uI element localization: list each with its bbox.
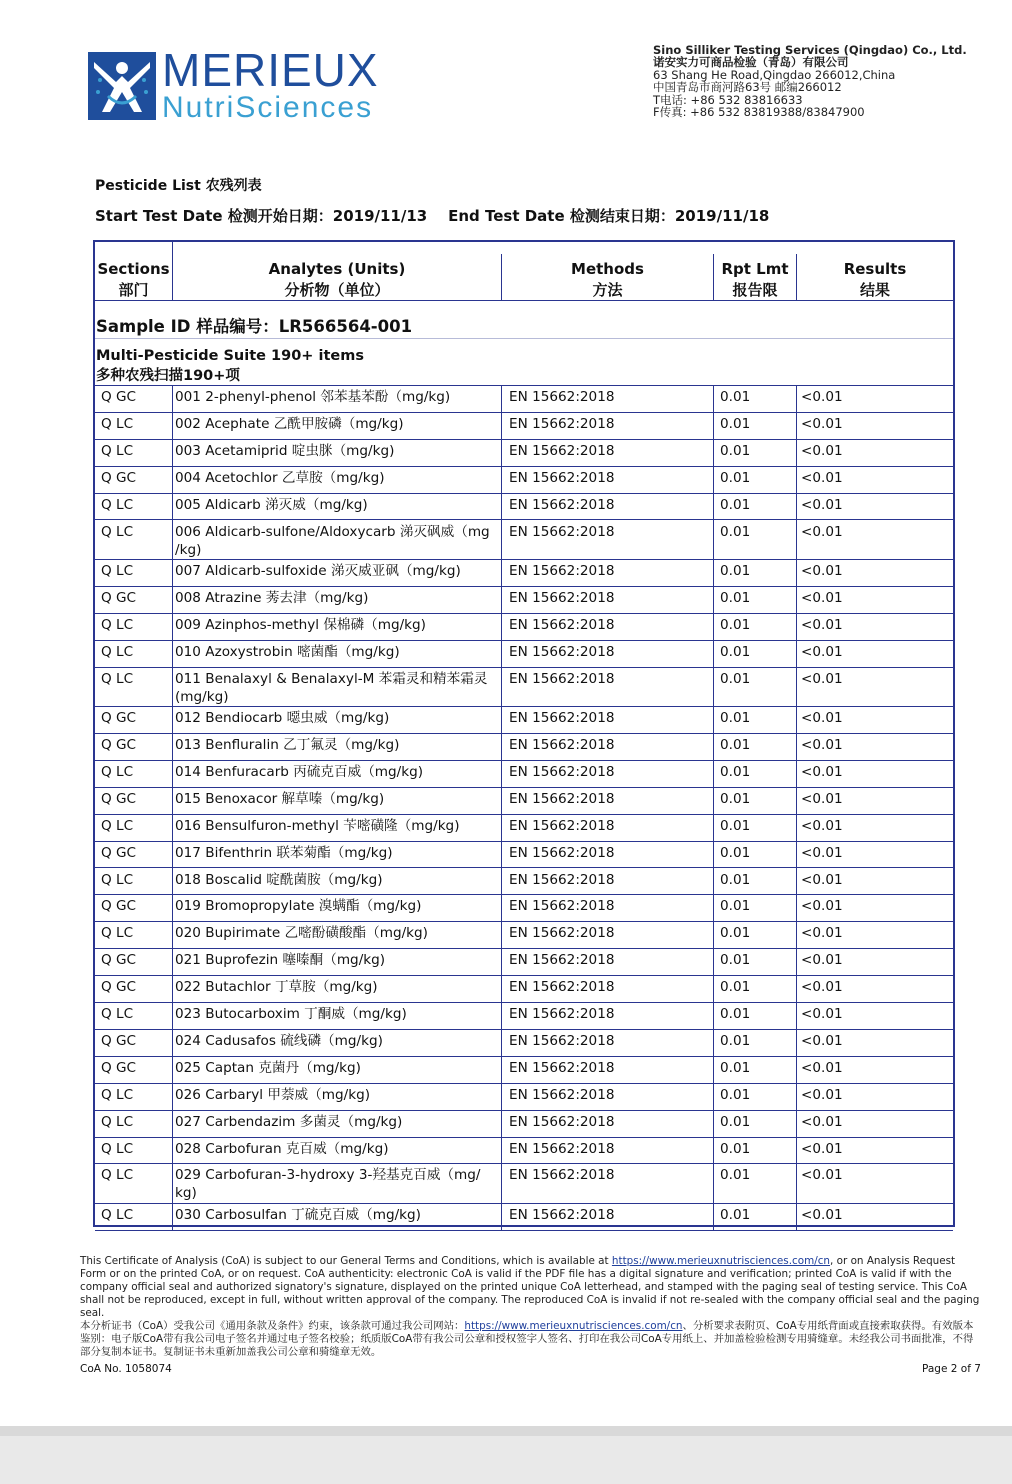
cell-ana: 022 Butachlor 丁草胺（mg/kg) bbox=[175, 979, 378, 996]
cell-met: EN 15662:2018 bbox=[509, 670, 615, 687]
column-divider bbox=[501, 385, 502, 1230]
row-divider bbox=[95, 948, 953, 949]
logo-text-nutrisciences: NutriSciences bbox=[162, 91, 374, 124]
table-row bbox=[0, 667, 1012, 707]
row-divider bbox=[95, 439, 953, 440]
table-row bbox=[0, 439, 1012, 466]
cell-res: <0.01 bbox=[801, 563, 843, 579]
cell-met: EN 15662:2018 bbox=[509, 1086, 615, 1103]
table-row bbox=[0, 493, 1012, 520]
cell-met: EN 15662:2018 bbox=[509, 563, 615, 579]
table-row bbox=[0, 868, 1012, 895]
cell-res: <0.01 bbox=[801, 871, 843, 888]
row-divider bbox=[95, 867, 953, 868]
cell-ana: 020 Bupirimate 乙嘧酚磺酸酯（mg/kg) bbox=[175, 925, 428, 942]
cell-met: EN 15662:2018 bbox=[509, 710, 615, 727]
test-dates bbox=[95, 205, 769, 226]
cell-met: EN 15662:2018 bbox=[509, 763, 615, 780]
cell-res: <0.01 bbox=[801, 952, 843, 969]
row-divider bbox=[95, 1056, 953, 1057]
cell-rpt: 0.01 bbox=[720, 1206, 751, 1223]
cell-sec: Q GC bbox=[101, 389, 137, 405]
cell-met: EN 15662:2018 bbox=[509, 589, 615, 606]
table-row bbox=[0, 1083, 1012, 1110]
cell-rpt: 0.01 bbox=[720, 563, 751, 579]
bottom-band bbox=[0, 1426, 1012, 1484]
cell-rpt: 0.01 bbox=[720, 616, 751, 633]
cell-met: EN 15662:2018 bbox=[509, 1113, 615, 1130]
cell-met: EN 15662:2018 bbox=[509, 952, 615, 969]
cell-ana: 002 Acephate 乙酰甲胺磷（mg/kg) bbox=[175, 415, 404, 432]
table-row bbox=[0, 1203, 1012, 1230]
table-row bbox=[0, 640, 1012, 667]
cell-met: EN 15662:2018 bbox=[509, 1140, 615, 1157]
cell-res: <0.01 bbox=[801, 523, 843, 540]
merieux-figure-icon bbox=[88, 52, 156, 120]
cell-ana: 010 Azoxystrobin 嘧菌酯（mg/kg) bbox=[175, 643, 400, 660]
company-name-en: Sino Silliker Testing Services (Qingdao) Co., Ltd. bbox=[653, 43, 967, 57]
cell-res: <0.01 bbox=[801, 710, 843, 727]
cell-rpt: 0.01 bbox=[720, 1006, 751, 1022]
cell-res: <0.01 bbox=[801, 898, 843, 915]
cell-res: <0.01 bbox=[801, 737, 843, 753]
cell-rpt: 0.01 bbox=[720, 389, 751, 405]
cell-rpt: 0.01 bbox=[720, 1113, 751, 1130]
cell-sec: Q LC bbox=[101, 670, 134, 687]
cell-sec: Q GC bbox=[101, 979, 137, 996]
cell-met: EN 15662:2018 bbox=[509, 925, 615, 942]
cell-ana: 013 Benfluralin 乙丁氟灵（mg/kg) bbox=[175, 737, 400, 753]
cell-sec: Q LC bbox=[101, 1086, 134, 1103]
cell-sec: Q GC bbox=[101, 710, 137, 727]
header-sections: Sections 部门 bbox=[97, 260, 170, 299]
cell-res: <0.01 bbox=[801, 1113, 843, 1130]
terms-link-en[interactable]: https://www.merieuxnutrisciences.com/cn bbox=[611, 1255, 831, 1267]
cell-sec: Q LC bbox=[101, 563, 134, 579]
cell-res: <0.01 bbox=[801, 844, 843, 861]
table-row bbox=[0, 1029, 1012, 1056]
table-row bbox=[0, 385, 1012, 412]
header-rpt-lmt: Rpt Lmt 报告限 bbox=[721, 260, 789, 299]
cell-met: EN 15662:2018 bbox=[509, 643, 615, 660]
cell-ana: 027 Carbendazim 多菌灵（mg/kg) bbox=[175, 1113, 403, 1130]
row-divider bbox=[95, 613, 953, 614]
cell-ana: 012 Bendiocarb 噁虫威（mg/kg) bbox=[175, 710, 390, 727]
cell-res: <0.01 bbox=[801, 442, 843, 459]
cell-res: <0.01 bbox=[801, 979, 843, 996]
cell-res: <0.01 bbox=[801, 763, 843, 780]
row-divider bbox=[95, 1230, 953, 1231]
cell-rpt: 0.01 bbox=[720, 1140, 751, 1157]
company-address-cn: 中国青岛市商河路63号 邮编266012 bbox=[653, 80, 842, 95]
cell-sec: Q LC bbox=[101, 616, 134, 633]
cell-sec: Q LC bbox=[101, 763, 134, 780]
row-divider bbox=[95, 787, 953, 788]
cell-rpt: 0.01 bbox=[720, 442, 751, 459]
row-divider bbox=[95, 412, 953, 413]
cell-ana: 019 Bromopropylate 溴螨酯（mg/kg) bbox=[175, 898, 422, 915]
company-info bbox=[653, 44, 967, 118]
company-address-en: 63 Shang He Road,Qingdao 266012,China bbox=[653, 67, 896, 82]
cell-res: <0.01 bbox=[801, 616, 843, 633]
company-name-cn: 诺安实力可商品检验（青岛）有限公司 bbox=[653, 55, 849, 70]
table-row bbox=[0, 466, 1012, 493]
cell-rpt: 0.01 bbox=[720, 1032, 751, 1049]
table-row bbox=[0, 520, 1012, 560]
row-divider bbox=[95, 493, 953, 494]
cell-rpt: 0.01 bbox=[720, 1059, 751, 1076]
cell-ana: 003 Acetamiprid 啶虫脒（mg/kg) bbox=[175, 442, 395, 459]
row-divider bbox=[95, 760, 953, 761]
table-row bbox=[0, 1002, 1012, 1029]
table-row bbox=[0, 733, 1012, 760]
column-divider bbox=[172, 385, 173, 1230]
cell-ana: 001 2-phenyl-phenol 邻苯基苯酚（mg/kg) bbox=[175, 389, 451, 405]
cell-res: <0.01 bbox=[801, 790, 843, 807]
table-row bbox=[0, 613, 1012, 640]
column-divider bbox=[796, 385, 797, 1230]
cell-rpt: 0.01 bbox=[720, 670, 751, 687]
cell-rpt: 0.01 bbox=[720, 979, 751, 996]
cell-met: EN 15662:2018 bbox=[509, 817, 615, 834]
table-row bbox=[0, 921, 1012, 948]
cell-sec: Q LC bbox=[101, 817, 134, 834]
cell-sec: Q LC bbox=[101, 496, 134, 513]
cell-sec: Q LC bbox=[101, 1140, 134, 1157]
suite-title: Multi-Pesticide Suite 190+ items 多种农残扫描190+项 bbox=[96, 348, 364, 384]
cell-met: EN 15662:2018 bbox=[509, 844, 615, 861]
cell-res: <0.01 bbox=[801, 589, 843, 606]
row-divider bbox=[95, 519, 953, 520]
cell-sec: Q GC bbox=[101, 952, 137, 969]
terms-link-cn[interactable]: https://www.merieuxnutrisciences.com/cn bbox=[464, 1320, 683, 1332]
cell-sec: Q GC bbox=[101, 790, 137, 807]
cell-sec: Q GC bbox=[101, 1032, 137, 1049]
cell-ana: 024 Cadusafos 硫线磷（mg/kg) bbox=[175, 1032, 383, 1049]
row-divider bbox=[95, 975, 953, 976]
cell-ana: 014 Benfuracarb 丙硫克百威（mg/kg) bbox=[175, 763, 424, 780]
cell-met: EN 15662:2018 bbox=[509, 898, 615, 915]
cell-sec: Q GC bbox=[101, 1059, 137, 1076]
column-divider bbox=[713, 385, 714, 1230]
cell-rpt: 0.01 bbox=[720, 589, 751, 606]
cell-res: <0.01 bbox=[801, 1006, 843, 1022]
cell-res: <0.01 bbox=[801, 389, 843, 405]
cell-ana: 005 Aldicarb 涕灭威（mg/kg) bbox=[175, 496, 368, 513]
table-row bbox=[0, 841, 1012, 868]
table-row bbox=[0, 1110, 1012, 1137]
disclaimer: This Certificate of Analysis (CoA) is subject to our General Terms and Conditions, which is available at https://www.merieuxnutrisciences.com/cn, or on Analysis Request Form or on the printed CoA, or on request. CoA authenticity: electronic CoA is valid if the PDF file has a digital signature and verification; printed CoA is valid if with the company official seal and authorized signatory's signature, displayed on the printed unique CoA letterhead, and stamped with the paging seal of testing service. This CoA shall not be reproduced, except in full, without written approval of the company. The reproduced CoA is invalid if not re-sealed with the company official seal and the paging seal. 本分析证书（CoA）受我公司《通用条款及条件》约束，该条款可通过我公司网站：https://www.merieuxnutrisciences.com/cn、分析要求表附页、CoA专用纸背面或直接索取获得。有效版本鉴别：电子版CoA带有我公司电子签名并通过电子签名校验；纸质版CoA带有我公司公章和授权签字人签名、打印在我公司CoA专用纸上、并加盖检验检测专用骑缝章。未经我公司书面批准，不得部分复制本证书。复制证书未重新加盖我公司公章和骑缝章无效。 bbox=[80, 1255, 980, 1358]
end-test-date: End Test Date 检测结束日期：2019/11/18 bbox=[448, 207, 770, 225]
cell-ana: 023 Butocarboxim 丁酮威（mg/kg) bbox=[175, 1006, 407, 1022]
cell-met: EN 15662:2018 bbox=[509, 871, 615, 888]
cell-rpt: 0.01 bbox=[720, 469, 751, 486]
row-divider bbox=[95, 1083, 953, 1084]
cell-res: <0.01 bbox=[801, 925, 843, 942]
cell-met: EN 15662:2018 bbox=[509, 1032, 615, 1049]
row-divider bbox=[95, 1203, 953, 1204]
table-row bbox=[0, 760, 1012, 787]
cell-rpt: 0.01 bbox=[720, 643, 751, 660]
row-divider bbox=[95, 1002, 953, 1003]
row-divider bbox=[95, 559, 953, 560]
cell-sec: Q LC bbox=[101, 442, 134, 459]
cell-ana: 029 Carbofuran-3-hydroxy 3-羟基克百威（mg/ kg) bbox=[175, 1167, 481, 1202]
cell-met: EN 15662:2018 bbox=[509, 737, 615, 753]
cell-res: <0.01 bbox=[801, 1086, 843, 1103]
table-row bbox=[0, 814, 1012, 841]
cell-res: <0.01 bbox=[801, 1032, 843, 1049]
cell-rpt: 0.01 bbox=[720, 925, 751, 942]
cell-met: EN 15662:2018 bbox=[509, 1059, 615, 1076]
row-divider bbox=[95, 1029, 953, 1030]
cell-sec: Q GC bbox=[101, 844, 137, 861]
cell-res: <0.01 bbox=[801, 415, 843, 432]
row-divider bbox=[95, 814, 953, 815]
cell-res: <0.01 bbox=[801, 1206, 843, 1223]
cell-rpt: 0.01 bbox=[720, 1086, 751, 1103]
cell-sec: Q LC bbox=[101, 1113, 134, 1130]
row-divider bbox=[95, 921, 953, 922]
header-methods: Methods 方法 bbox=[571, 260, 644, 299]
start-test-date: Start Test Date 检测开始日期：2019/11/13 bbox=[95, 207, 428, 225]
cell-ana: 016 Bensulfuron-methyl 苄嘧磺隆（mg/kg) bbox=[175, 817, 460, 834]
cell-met: EN 15662:2018 bbox=[509, 790, 615, 807]
cell-ana: 030 Carbosulfan 丁硫克百威（mg/kg) bbox=[175, 1206, 421, 1223]
cell-ana: 018 Boscalid 啶酰菌胺（mg/kg) bbox=[175, 871, 383, 888]
table-row bbox=[0, 787, 1012, 814]
table-row bbox=[0, 1056, 1012, 1083]
row-divider bbox=[95, 1110, 953, 1111]
cell-rpt: 0.01 bbox=[720, 871, 751, 888]
cell-met: EN 15662:2018 bbox=[509, 979, 615, 996]
cell-rpt: 0.01 bbox=[720, 737, 751, 753]
cell-sec: Q LC bbox=[101, 925, 134, 942]
cell-met: EN 15662:2018 bbox=[509, 496, 615, 513]
cell-met: EN 15662:2018 bbox=[509, 1006, 615, 1022]
company-fax: F传真: +86 532 83819388/83847900 bbox=[653, 105, 865, 120]
cell-rpt: 0.01 bbox=[720, 952, 751, 969]
row-divider bbox=[95, 640, 953, 641]
cell-res: <0.01 bbox=[801, 1059, 843, 1076]
cell-ana: 025 Captan 克菌丹（mg/kg) bbox=[175, 1059, 361, 1076]
cell-rpt: 0.01 bbox=[720, 898, 751, 915]
cell-met: EN 15662:2018 bbox=[509, 442, 615, 459]
row-divider bbox=[95, 1137, 953, 1138]
header-results: Results 结果 bbox=[843, 260, 907, 299]
row-divider bbox=[95, 385, 953, 386]
cell-res: <0.01 bbox=[801, 1140, 843, 1157]
coa-number: CoA No. 1058074 bbox=[80, 1363, 172, 1375]
cell-ana: 017 Bifenthrin 联苯菊酯（mg/kg) bbox=[175, 844, 393, 861]
company-tel: T电话: +86 532 83816633 bbox=[653, 92, 803, 107]
cell-res: <0.01 bbox=[801, 817, 843, 834]
cell-sec: Q GC bbox=[101, 589, 137, 606]
cell-res: <0.01 bbox=[801, 496, 843, 513]
cell-ana: 004 Acetochlor 乙草胺（mg/kg) bbox=[175, 469, 385, 486]
cell-met: EN 15662:2018 bbox=[509, 1206, 615, 1223]
cell-ana: 015 Benoxacor 解草嗪（mg/kg) bbox=[175, 790, 385, 807]
logo-text-merieux: MERIEUX bbox=[162, 44, 379, 96]
cell-res: <0.01 bbox=[801, 1167, 843, 1184]
cell-rpt: 0.01 bbox=[720, 1167, 751, 1184]
cell-met: EN 15662:2018 bbox=[509, 523, 615, 540]
cell-ana: 026 Carbaryl 甲萘威（mg/kg) bbox=[175, 1086, 370, 1103]
cell-rpt: 0.01 bbox=[720, 817, 751, 834]
cell-ana: 021 Buprofezin 噻嗪酮（mg/kg) bbox=[175, 952, 386, 969]
cell-sec: Q LC bbox=[101, 415, 134, 432]
table-row bbox=[0, 1137, 1012, 1164]
cell-rpt: 0.01 bbox=[720, 496, 751, 513]
cell-sec: Q GC bbox=[101, 469, 137, 486]
cell-met: EN 15662:2018 bbox=[509, 616, 615, 633]
cell-rpt: 0.01 bbox=[720, 790, 751, 807]
row-divider bbox=[95, 586, 953, 587]
table-row bbox=[0, 894, 1012, 921]
table-row bbox=[0, 1163, 1012, 1203]
table-row bbox=[0, 706, 1012, 733]
cell-res: <0.01 bbox=[801, 643, 843, 660]
cell-met: EN 15662:2018 bbox=[509, 389, 615, 405]
cell-ana: 028 Carbofuran 克百威（mg/kg) bbox=[175, 1140, 389, 1157]
table-row bbox=[0, 559, 1012, 586]
cell-sec: Q GC bbox=[101, 898, 137, 915]
table-row bbox=[0, 586, 1012, 613]
row-divider bbox=[95, 894, 953, 895]
cell-res: <0.01 bbox=[801, 670, 843, 687]
table-row bbox=[0, 948, 1012, 975]
row-divider bbox=[95, 466, 953, 467]
cell-sec: Q GC bbox=[101, 737, 137, 753]
cell-ana: 008 Atrazine 莠去津（mg/kg) bbox=[175, 589, 369, 606]
table-row bbox=[0, 975, 1012, 1002]
cell-ana: 009 Azinphos-methyl 保棉磷（mg/kg) bbox=[175, 616, 426, 633]
table-row bbox=[0, 412, 1012, 439]
cell-ana: 011 Benalaxyl & Benalaxyl-M 苯霜灵和精苯霜灵 (mg/kg) bbox=[175, 670, 488, 705]
cell-rpt: 0.01 bbox=[720, 710, 751, 727]
row-divider bbox=[95, 733, 953, 734]
merieux-logo bbox=[88, 44, 408, 124]
cell-rpt: 0.01 bbox=[720, 844, 751, 861]
header-analytes: Analytes (Units) 分析物（单位） bbox=[268, 260, 406, 299]
cell-sec: Q LC bbox=[101, 643, 134, 660]
cell-met: EN 15662:2018 bbox=[509, 469, 615, 486]
row-divider bbox=[95, 667, 953, 668]
cell-met: EN 15662:2018 bbox=[509, 415, 615, 432]
cell-sec: Q LC bbox=[101, 1167, 134, 1184]
cell-rpt: 0.01 bbox=[720, 763, 751, 780]
row-divider bbox=[95, 706, 953, 707]
page-number: Page 2 of 7 bbox=[922, 1363, 981, 1375]
cell-rpt: 0.01 bbox=[720, 523, 751, 540]
cell-ana: 006 Aldicarb-sulfone/Aldoxycarb 涕灭砜威（mg /kg) bbox=[175, 523, 490, 558]
cell-ana: 007 Aldicarb-sulfoxide 涕灭威亚砜（mg/kg) bbox=[175, 563, 461, 579]
cell-sec: Q LC bbox=[101, 1206, 134, 1223]
row-divider bbox=[95, 1163, 953, 1164]
cell-sec: Q LC bbox=[101, 523, 134, 540]
cell-rpt: 0.01 bbox=[720, 415, 751, 432]
sample-id: Sample ID 样品编号：LR566564-001 bbox=[96, 317, 413, 336]
row-divider bbox=[95, 841, 953, 842]
cell-sec: Q LC bbox=[101, 871, 134, 888]
cell-met: EN 15662:2018 bbox=[509, 1167, 615, 1184]
cell-res: <0.01 bbox=[801, 469, 843, 486]
document-title: Pesticide List 农残列表 bbox=[95, 178, 262, 194]
cell-sec: Q LC bbox=[101, 1006, 134, 1022]
